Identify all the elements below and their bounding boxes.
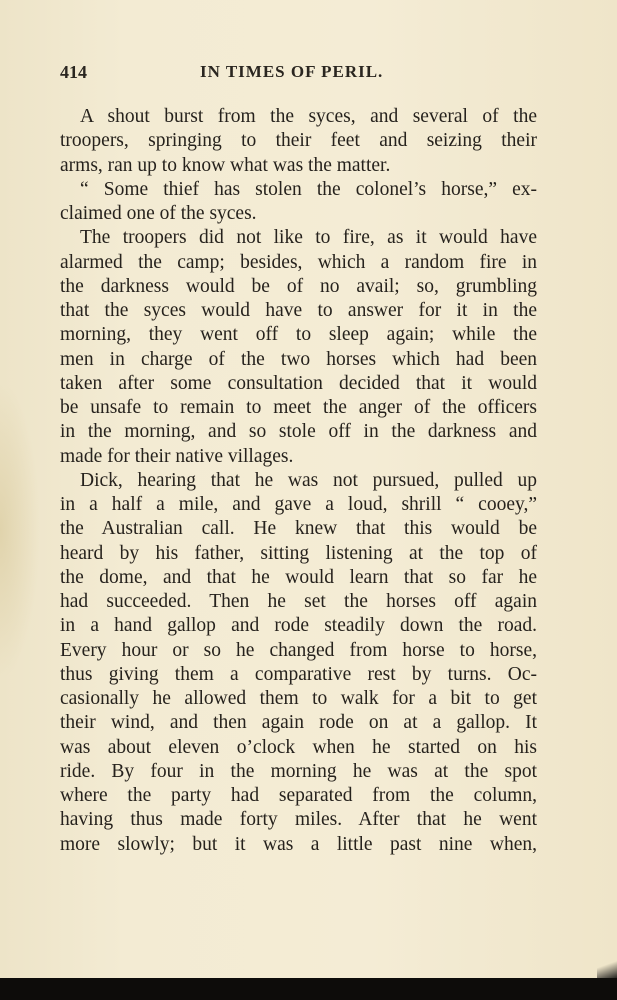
page-corner-shadow: [597, 955, 617, 980]
text-line: taken after some consultation decided that it would: [60, 372, 537, 394]
text-line: their wind, and then again rode on at a gallop. It: [60, 712, 537, 734]
text-line: Dick, hearing that he was not pursued, pulled up: [80, 469, 537, 491]
page-header: [60, 62, 547, 86]
text-line: that the syces would have to answer for it in the: [60, 300, 537, 321]
text-line: was about eleven o’clock when he started on his: [60, 736, 537, 758]
text-line: more slowly; but it was a little past nine when,: [60, 833, 537, 855]
text-line: A shout burst from the syces, and several of the: [80, 106, 537, 127]
text-line: heard by his father, sitting listening at the top of: [60, 542, 537, 564]
text-line: arms, ran up to know what was the matter.: [60, 154, 391, 176]
text-line: “ Some thief has stolen the colonel’s horse,” ex-: [80, 178, 537, 200]
text-line: where the party had separated from the column,: [60, 785, 537, 806]
text-line: be unsafe to remain to meet the anger of the officers: [60, 397, 537, 418]
text-line: had succeeded. Then he set the horses off again: [60, 591, 537, 612]
text-line: the darkness would be of no avail; so, grumbling: [60, 275, 537, 297]
text-line: ride. By four in the morning he was at the spot: [60, 760, 537, 782]
text-line: having thus made forty miles. After that he went: [60, 809, 537, 831]
text-line: in a hand gallop and rode steadily down the road.: [60, 615, 537, 637]
paper-stain: [0, 380, 40, 680]
text-line: troopers, springing to their feet and seizing their: [60, 130, 537, 152]
text-line: men in charge of the two horses which had been: [60, 348, 537, 370]
text-line: thus giving them a comparative rest by turns. Oc-: [60, 663, 537, 685]
text-line: casionally he allowed them to walk for a bit to get: [60, 688, 537, 709]
text-line: in the morning, and so stole off in the darkness and: [60, 421, 537, 443]
text-line: morning, they went off to sleep again; while the: [60, 324, 537, 346]
text-line: claimed one of the syces.: [60, 203, 257, 224]
text-line: in a half a mile, and gave a loud, shrill “ cooey,”: [60, 494, 537, 515]
scan-edge: [0, 978, 617, 1000]
text-line: The troopers did not like to fire, as it would have: [80, 227, 537, 249]
text-line: the dome, and that he would learn that so far he: [60, 566, 537, 588]
text-line: Every hour or so he changed from horse to horse,: [60, 639, 537, 661]
text-line: made for their native villages.: [60, 445, 294, 467]
text-line: the Australian call. He knew that this would be: [60, 518, 537, 540]
body-text: [60, 105, 537, 857]
running-title: IN TIMES OF PERIL.: [200, 62, 384, 81]
page-number: 414: [60, 62, 87, 82]
text-line: alarmed the camp; besides, which a random fire in: [60, 251, 537, 273]
